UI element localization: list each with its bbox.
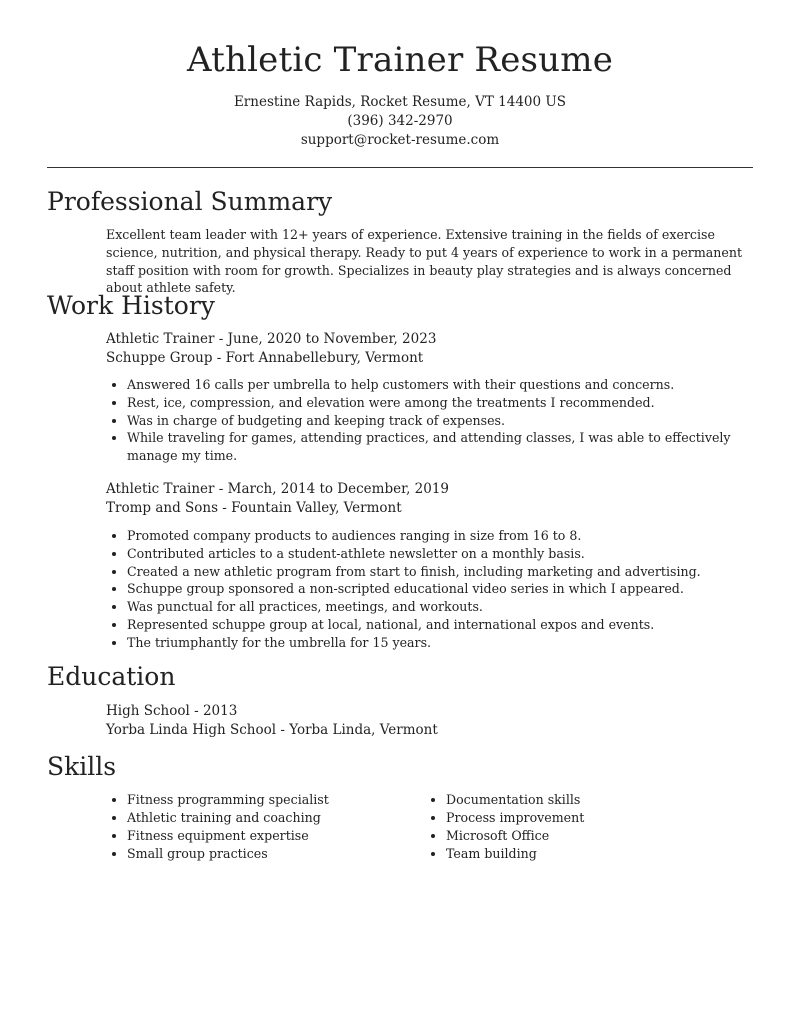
education-year: - 2013 (189, 703, 238, 719)
job-1-company: Schuppe Group (106, 350, 213, 366)
list-item: • Rest, ice, compression, and elevation were among the treatments I recommended. (127, 394, 777, 412)
skills-list-right (425, 791, 746, 863)
education-school: Yorba Linda High School (106, 722, 277, 738)
list-item: • Was punctual for all practices, meetings, and workouts. (127, 598, 777, 616)
list-item: • Promoted company products to audiences ranging in size from 16 to 8. (127, 527, 777, 545)
summary-text: Excellent team leader with 12+ years of experience. Extensive training in the fields of exercise science, nutrition, and physical therapy. Ready to put 4 years of experience to work in a permanent staff position with room for growth. Specializes in beauty play strategies and is always concerned about athlete safety. (106, 227, 743, 296)
job-1-role: Athletic Trainer (106, 331, 215, 347)
job-2-role: Athletic Trainer (106, 481, 215, 497)
list-item: • Was in charge of budgeting and keeping track of expenses. (127, 412, 777, 430)
education-degree-line (106, 703, 237, 719)
skill-item: • Documentation skills (446, 791, 746, 809)
contact-address: Ernestine Rapids, Rocket Resume, VT 14400 US (233, 94, 567, 110)
skill-item: • Fitness programming specialist (127, 791, 427, 809)
list-item: • Answered 16 calls per umbrella to help customers with their questions and concerns. (127, 376, 777, 394)
skills-heading: Skills (47, 752, 117, 781)
job-2-location: - Fountain Valley, Vermont (218, 500, 402, 516)
education-location: - Yorba Linda, Vermont (276, 722, 438, 738)
list-item: • Schuppe group sponsored a non-scripted educational video series in which I appeared. (127, 580, 777, 598)
skill-item: • Team building (446, 845, 746, 863)
header-divider (47, 167, 753, 168)
skill-item: • Microsoft Office (446, 827, 746, 845)
job-1-bullets (106, 376, 777, 465)
job-2-company: Tromp and Sons (106, 500, 218, 516)
summary-heading: Professional Summary (47, 187, 333, 216)
contact-email: support@rocket-resume.com (300, 132, 500, 148)
job-1-title-line (106, 331, 436, 347)
job-2-bullets (106, 527, 777, 652)
education-degree: High School (106, 703, 190, 719)
job-1-dates: - June, 2020 to November, 2023 (214, 331, 437, 347)
work-history-heading: Work History (47, 291, 215, 320)
job-2-title-line (106, 481, 449, 497)
skill-item: • Athletic training and coaching (127, 809, 427, 827)
resume-title: Athletic Trainer Resume (186, 40, 614, 80)
list-item: • Created a new athletic program from start to finish, including marketing and advertising. (127, 563, 777, 581)
skill-item: • Small group practices (127, 845, 427, 863)
job-2-dates: - March, 2014 to December, 2019 (214, 481, 450, 497)
skill-item: • Fitness equipment expertise (127, 827, 427, 845)
job-1-location: - Fort Annabellebury, Vermont (212, 350, 424, 366)
job-2-company-line (106, 500, 402, 516)
job-1-company-line (106, 350, 423, 366)
contact-phone: (396) 342-2970 (347, 113, 453, 129)
list-item: • Contributed articles to a student-athlete newsletter on a monthly basis. (127, 545, 777, 563)
list-item: • While traveling for games, attending practices, and attending classes, I was able to effectively manage my time. (127, 429, 777, 465)
skills-list-left (106, 791, 427, 863)
skill-item: • Process improvement (446, 809, 746, 827)
education-school-line (106, 722, 438, 738)
list-item: • Represented schuppe group at local, national, and international expos and events. (127, 616, 777, 634)
education-heading: Education (47, 662, 176, 691)
list-item: • The triumphantly for the umbrella for 15 years. (127, 634, 777, 652)
